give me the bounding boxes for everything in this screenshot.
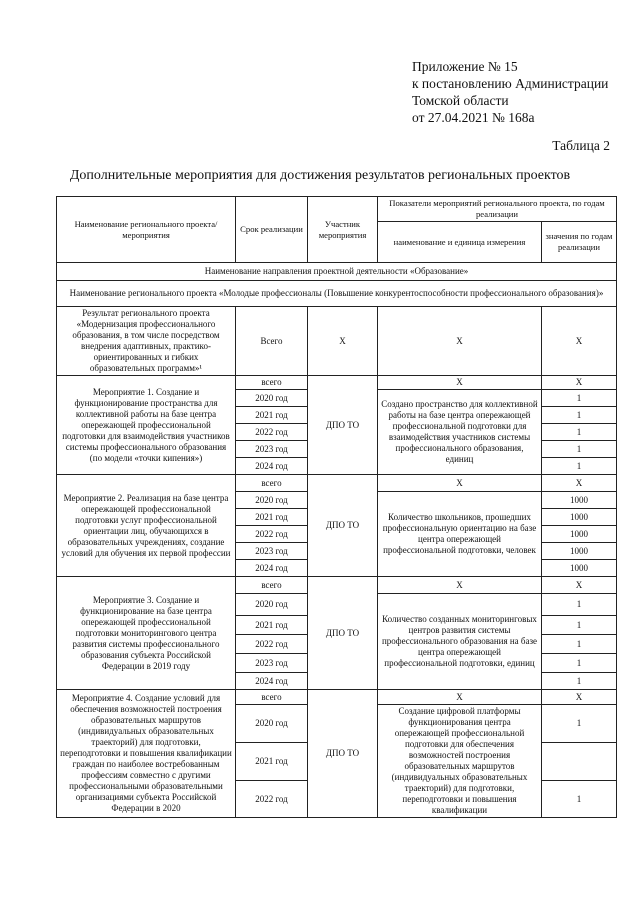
event-name: Мероприятие 4. Создание условий для обеспечения возможностей построения образовательных маршрутов (индивидуальных образовательных траекторий) для подготовки, переподготовки и повышения квалификации граждан по наиболее востребованным профессиям совместно с другими профессиональными образовательными организациями субъекта Российской Федерации в 2020: [57, 690, 236, 818]
project-row: Наименование регионального проекта «Молодые профессионалы (Повышение конкурентоспособности профессионального образования)»: [57, 281, 617, 307]
year-value: 1: [542, 781, 617, 818]
header-indicators: Показатели мероприятий регионального проекта, по годам реализации: [378, 197, 617, 222]
year-value: 1000: [542, 543, 617, 560]
measures-table: [56, 196, 617, 818]
event-indicator: Создано пространство для коллективной работы на базе центра опережающей профессиональной подготовки для взаимодействия участников системы профессионального образования, единиц: [378, 390, 542, 475]
result-indicator: Х: [378, 307, 542, 376]
year-label: 2020 год: [236, 594, 308, 616]
year-value: 1000: [542, 560, 617, 577]
event-name: Мероприятие 2. Реализация на базе центра опережающей профессиональной подготовки услуг профессиональной ориентации лиц, обучающихся в образовательных учреждениях, создание условий для обучения их первой профессии: [57, 475, 236, 577]
year-value: 1: [542, 705, 617, 743]
year-value: 1: [542, 424, 617, 441]
event-total-value: Х: [542, 376, 617, 390]
year-value: 1000: [542, 509, 617, 526]
event-total-row: [57, 475, 617, 492]
event-total-indicator: Х: [378, 475, 542, 492]
header-indicator-values: значения по годам реализации: [542, 222, 617, 263]
year-label: 2020 год: [236, 390, 308, 407]
table-number: Таблица 2: [552, 138, 610, 153]
header-term: Срок реализации: [236, 197, 308, 263]
event-total-indicator: Х: [378, 376, 542, 390]
event-total-row: [57, 376, 617, 390]
event-name: Мероприятие 3. Создание и функционирование на базе центра опережающей профессиональной подготовки мониторингового центра развития системы профессионального образования субъекта Российской Федерации в 2019 году: [57, 577, 236, 690]
year-label: 2024 год: [236, 560, 308, 577]
year-value: 1: [542, 458, 617, 475]
event-name: Мероприятие 1. Создание и функционирование пространства для коллективной работы на базе центра опережающей профессиональной подготовки для взаимодействия участников системы профессионального образования (по модели «точки кипения»): [57, 376, 236, 475]
event-indicator: Количество школьников, прошедших профессиональную ориентацию на базе центра опережающей профессиональной подготовки, человек: [378, 492, 542, 577]
event-total-indicator: Х: [378, 577, 542, 594]
year-label: 2020 год: [236, 705, 308, 743]
year-label: 2022 год: [236, 781, 308, 818]
year-label: 2021 год: [236, 616, 308, 635]
year-value: 1: [542, 594, 617, 616]
year-value: 1: [542, 635, 617, 654]
year-value: 1: [542, 441, 617, 458]
year-label: 2024 год: [236, 673, 308, 690]
header-participant: Участник мероприятия: [308, 197, 378, 263]
year-label: 2023 год: [236, 543, 308, 560]
result-value: Х: [542, 307, 617, 376]
year-label: 2024 год: [236, 458, 308, 475]
event-indicator: Создание цифровой платформы функционирования центра опережающей профессиональной подготовки для обеспечения возможностей построения образовательных маршрутов (индивидуальных образовательных траекторий) для подготовки, переподготовки и повышения квалификации: [378, 705, 542, 818]
year-value: 1000: [542, 492, 617, 509]
annex-line-4: от 27.04.2021 № 168а: [412, 110, 535, 125]
document-title: Дополнительные мероприятия для достижения результатов региональных проектов: [69, 168, 571, 183]
event-total-value: Х: [542, 475, 617, 492]
header-name: Наименование регионального проекта/ мероприятия: [57, 197, 236, 263]
event-total-label: всего: [236, 690, 308, 705]
event-participant: ДПО ТО: [308, 475, 378, 577]
year-value: [542, 743, 617, 781]
header-indicator-name: наименование и единица измерения: [378, 222, 542, 263]
event-participant: ДПО ТО: [308, 577, 378, 690]
annex-line-3: Томской области: [412, 93, 509, 108]
event-indicator: Количество созданных мониторинговых центров развития системы профессионального образования на базе центра опережающей профессиональной подготовки, единиц: [378, 594, 542, 690]
year-label: 2021 год: [236, 407, 308, 424]
year-value: 1: [542, 390, 617, 407]
year-value: 1: [542, 407, 617, 424]
year-label: 2022 год: [236, 635, 308, 654]
year-label: 2021 год: [236, 743, 308, 781]
result-name: Результат регионального проекта «Модернизация профессионального образования, в том числе посредством внедрения адаптивных, практико-ориентированных и гибких образовательных программ»¹: [57, 307, 236, 376]
year-value: 1: [542, 616, 617, 635]
event-total-label: всего: [236, 376, 308, 390]
event-participant: ДПО ТО: [308, 376, 378, 475]
event-total-value: Х: [542, 690, 617, 705]
result-participant: Х: [308, 307, 378, 376]
annex-line-1: Приложение № 15: [412, 59, 518, 74]
event-total-label: всего: [236, 475, 308, 492]
event-total-value: Х: [542, 577, 617, 594]
event-total-row: [57, 577, 617, 594]
year-label: 2021 год: [236, 509, 308, 526]
year-label: 2022 год: [236, 526, 308, 543]
annex-line-2: к постановлению Администрации: [412, 76, 609, 91]
direction-row: Наименование направления проектной деятельности «Образование»: [57, 263, 617, 281]
year-value: 1: [542, 654, 617, 673]
result-term: Всего: [236, 307, 308, 376]
year-value: 1000: [542, 526, 617, 543]
year-label: 2020 год: [236, 492, 308, 509]
event-total-label: всего: [236, 577, 308, 594]
year-label: 2022 год: [236, 424, 308, 441]
year-label: 2023 год: [236, 441, 308, 458]
year-value: 1: [542, 673, 617, 690]
event-total-row: [57, 690, 617, 705]
annex-header: [412, 58, 608, 126]
event-participant: ДПО ТО: [308, 690, 378, 818]
event-total-indicator: Х: [378, 690, 542, 705]
year-label: 2023 год: [236, 654, 308, 673]
